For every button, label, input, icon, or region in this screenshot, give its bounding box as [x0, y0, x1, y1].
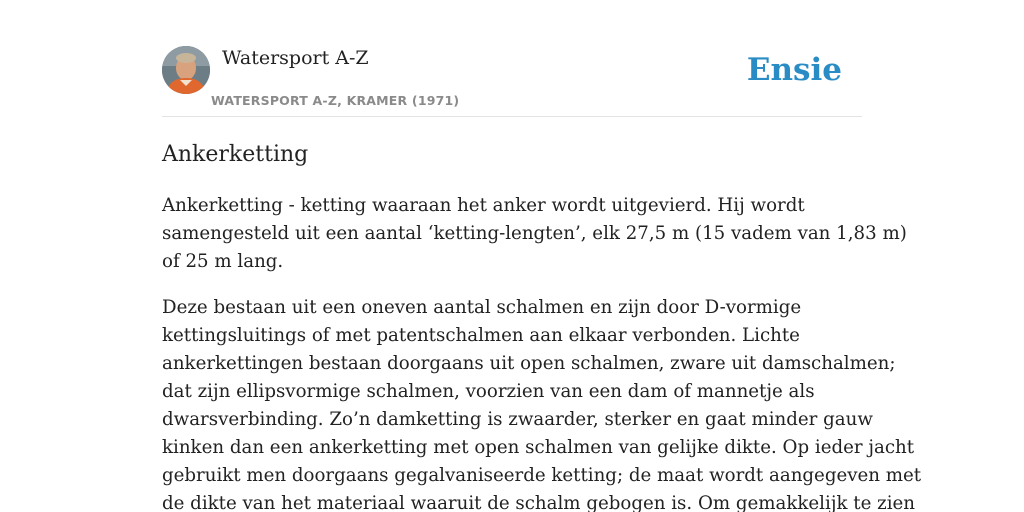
paragraph-line: dat zijn ellipsvormige schalmen, voorzien van een dam of mannetje als: [162, 381, 815, 402]
paragraph-line: samengesteld uit een aantal ‘ketting-lengten’, elk 27,5 m (15 vadem van 1,83 m): [162, 223, 907, 244]
article: [162, 140, 922, 512]
paragraph-line: dwarsverbinding. Zo’n damketting is zwaarder, sterker en gaat minder gauw: [162, 409, 873, 430]
paragraph-line: ankerkettingen bestaan doorgaans uit open schalmen, zware uit damschalmen;: [162, 353, 896, 374]
author-avatar[interactable]: [162, 46, 210, 94]
paragraph-line: of 25 m lang.: [162, 251, 284, 272]
paragraph-line: Deze bestaan uit een oneven aantal schalmen en zijn door D-vormige: [162, 297, 802, 318]
ensie-logo[interactable]: Ensie: [746, 52, 842, 88]
header: [162, 46, 862, 117]
article-title: Ankerketting: [162, 142, 309, 167]
paragraph-line: kettingsluitings of met patentschalmen aan elkaar verbonden. Lichte: [162, 325, 800, 346]
article-paragraph-2: [162, 294, 922, 512]
paragraph-line: kinken dan een ankerketting met open schalmen van gelijke dikte. Op ieder jacht: [162, 437, 915, 458]
source-label[interactable]: WATERSPORT A-Z, KRAMER (1971): [211, 93, 460, 108]
site-name[interactable]: Watersport A-Z: [222, 47, 369, 69]
paragraph-line: gebruikt men doorgaans gegalvaniseerde ketting; de maat wordt aangegeven met: [162, 465, 922, 486]
paragraph-line: Ankerketting - ketting waaraan het anker wordt uitgevierd. Hij wordt: [162, 195, 805, 216]
avatar-image: [162, 46, 210, 94]
article-paragraph-1: [162, 192, 907, 276]
paragraph-line: de dikte van het materiaal waaruit de schalm gebogen is. Om gemakkelijk te zien: [162, 493, 915, 512]
